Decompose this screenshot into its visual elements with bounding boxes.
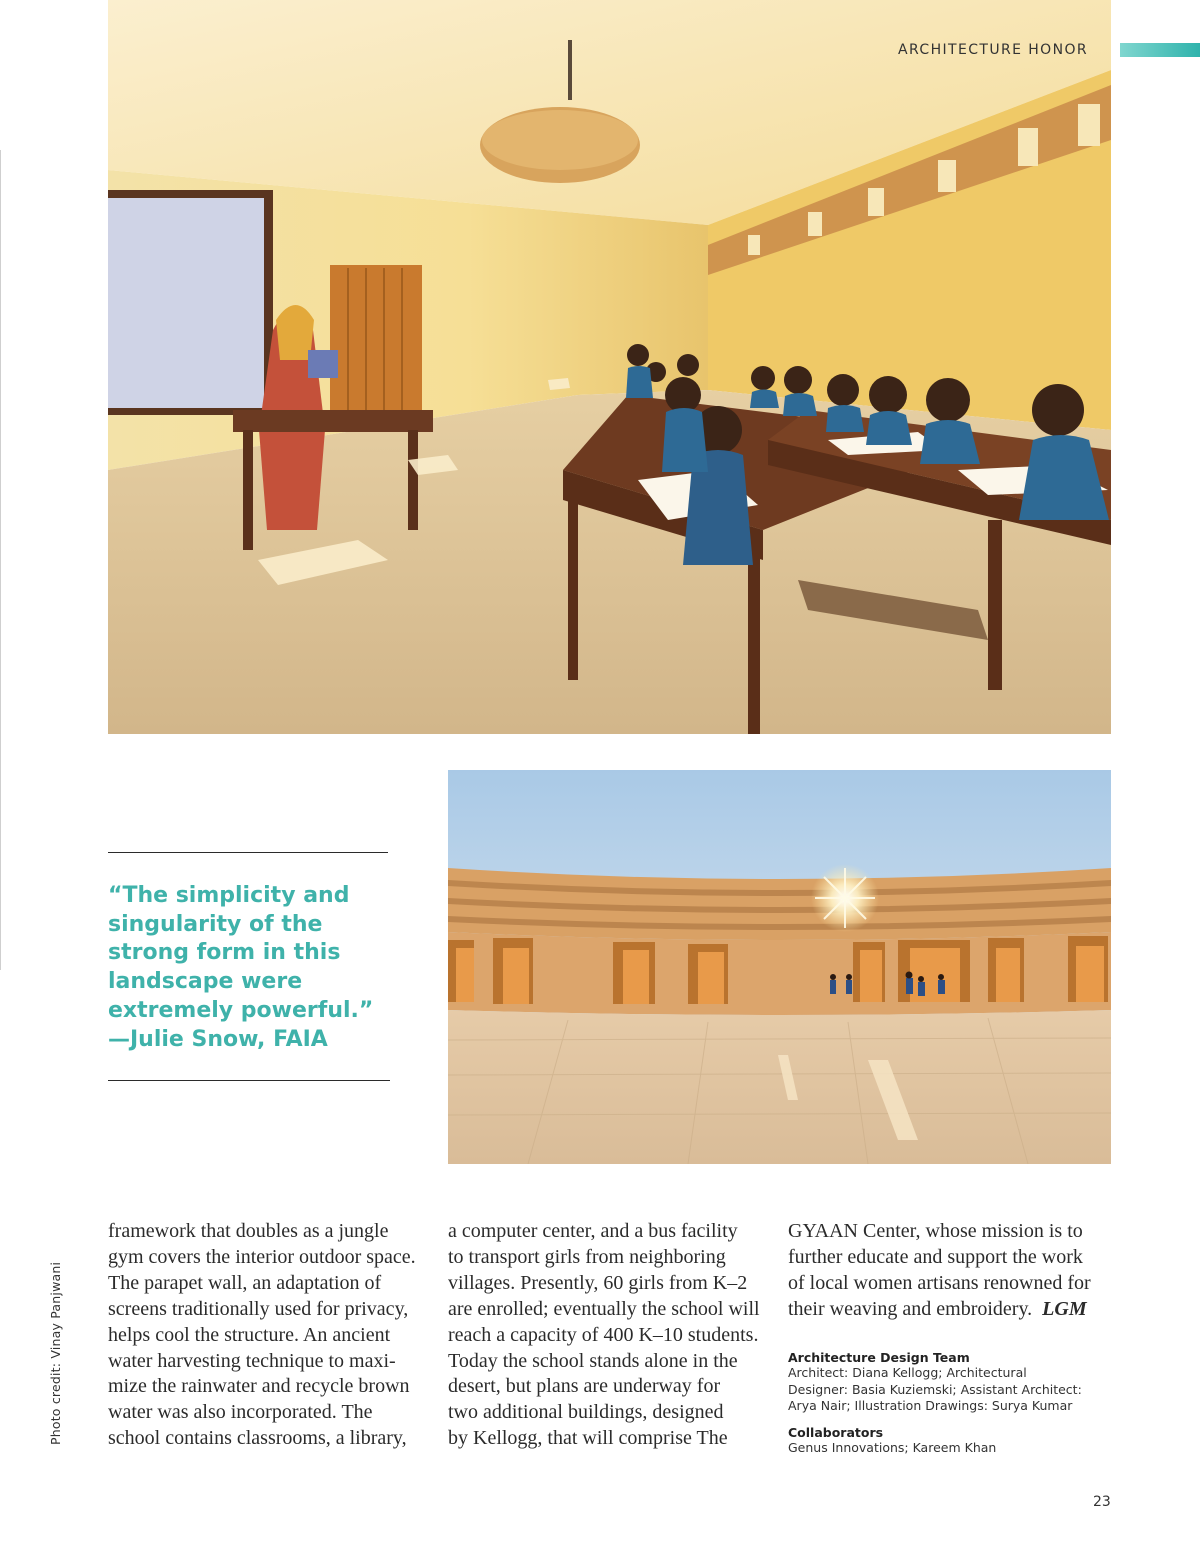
body-line: The parapet wall, an adaptation of	[108, 1271, 382, 1294]
body-column-3	[788, 1219, 1108, 1323]
body-line: screens traditionally used for privacy,	[108, 1297, 409, 1320]
body-line-final-text: their weaving and embroidery.	[788, 1297, 1033, 1320]
body-line: mize the rainwater and recycle brown	[108, 1375, 410, 1398]
body-line: by Kellogg, that will comprise The	[448, 1427, 728, 1450]
classroom-photo	[108, 0, 1111, 734]
project-credits	[788, 1350, 1108, 1456]
body-line: GYAAN Center, whose mission is to	[788, 1220, 1083, 1242]
body-line-final	[788, 1297, 1108, 1323]
section-accent-bar	[1120, 43, 1200, 57]
body-line: reach a capacity of 400 K–10 students.	[448, 1323, 759, 1346]
pull-quote-attribution: —Julie Snow, FAIA	[108, 1026, 328, 1052]
design-team-line: Designer: Basia Kuziemski; Assistant Architect:	[788, 1381, 1082, 1397]
body-line: are enrolled; eventually the school will	[448, 1297, 760, 1320]
body-line: two additional buildings, designed	[448, 1401, 724, 1424]
collaborators-list: Genus Innovations; Kareem Khan	[788, 1439, 997, 1455]
section-label: ARCHITECTURE HONOR	[898, 42, 1089, 58]
courtyard-photo	[448, 770, 1111, 1164]
body-line: Today the school stands alone in the	[448, 1349, 738, 1372]
design-team-heading: Architecture Design Team	[788, 1350, 970, 1365]
body-line: villages. Presently, 60 girls from K–2	[448, 1271, 748, 1294]
classroom-illustration	[108, 0, 1111, 734]
collaborators-heading: Collaborators	[788, 1424, 884, 1440]
design-team-line: Architect: Diana Kellogg; Architectural	[788, 1365, 1027, 1380]
body-line: of local women artisans renowned for	[788, 1271, 1091, 1294]
design-team-line: Arya Nair; Illustration Drawings: Surya Kumar	[788, 1398, 1073, 1413]
author-sign-off: LGM	[1042, 1297, 1087, 1320]
margin-rule	[0, 150, 1, 970]
body-line: school contains classrooms, a library,	[108, 1427, 407, 1450]
body-column-2	[448, 1219, 768, 1452]
body-line: gym covers the interior outdoor space.	[108, 1245, 416, 1268]
body-line: water was also incorporated. The	[108, 1401, 373, 1424]
quote-rule-bottom	[108, 1080, 390, 1081]
body-line: further educate and support the work	[788, 1245, 1083, 1268]
body-line: a computer center, and a bus facility	[448, 1220, 738, 1242]
quote-rule-top	[108, 852, 388, 853]
photo-credit: Photo credit: Vinay Panjwani	[48, 1261, 63, 1445]
pull-quote	[108, 882, 408, 1054]
body-line: water harvesting technique to maxi-	[108, 1349, 396, 1372]
pull-quote-text: “The simplicity and singularity of the strong form in this landscape were extremely powerful.”	[108, 883, 374, 1023]
courtyard-illustration	[448, 770, 1111, 1164]
body-line: framework that doubles as a jungle	[108, 1220, 389, 1242]
page-number: 23	[1093, 1494, 1111, 1510]
body-line: to transport girls from neighboring	[448, 1245, 726, 1268]
body-line: helps cool the structure. An ancient	[108, 1323, 391, 1346]
body-column-1	[108, 1219, 428, 1452]
body-line: desert, but plans are underway for	[448, 1375, 721, 1398]
